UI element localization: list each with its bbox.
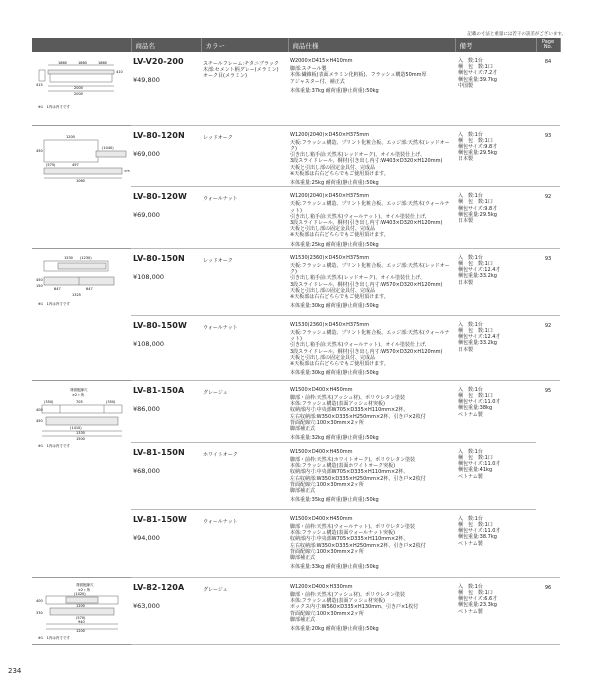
figure-note: ※1 1内は内寸です — [38, 301, 70, 306]
weight: 本体重量:30kg 耐荷重(静止荷重):50kg — [290, 303, 379, 310]
figure-note: ※1 1内は内寸です — [38, 443, 70, 448]
model-number: LV-82-120A — [133, 582, 185, 592]
model-number: LV-V20-200 — [133, 57, 184, 66]
product-figure — [32, 52, 131, 125]
dim-label: 2000 — [74, 86, 83, 90]
price: ¥94,000 — [133, 533, 160, 542]
dim-label: 1060 — [76, 178, 85, 183]
dimension-drawing — [36, 385, 128, 451]
dim-label: 705 — [76, 399, 83, 404]
dimensions: W1200(2040)×D450×H375mm — [290, 193, 370, 200]
spec-cell — [288, 442, 455, 509]
table-row — [32, 380, 560, 442]
product-name-cell — [131, 577, 201, 644]
remarks-cell: 入 数:1台 梱 包 数:1口 梱包サイズ:12.4才 梱包重量:33.2kg 日本製 — [455, 248, 536, 315]
dim-label: 1860 — [98, 61, 107, 65]
dim-label: 1500 — [76, 436, 85, 441]
spec-text: 脚部・前枠:天然木(ウォールナット)、ポリウレタン塗装 本体:フラッシュ構造(表面ウォールナット突板) 収納部内寸:中央部W705×D335×H110mm×2杯、 左右収納部:W350×D335×H250mm×2杯、引き戸×2枚付 背面配線穴:100×30mm×2ヶ所 脚部補正式 — [290, 523, 426, 561]
table-row — [32, 52, 560, 125]
dim-label: 647 — [54, 286, 61, 291]
dimensions: W1500×D400×H450mm — [290, 448, 353, 455]
color-cell: レッドオーク — [201, 248, 288, 315]
dim-label: 1860 — [58, 61, 67, 65]
col-color-header: カラー — [201, 38, 288, 52]
dim-label: 647 — [86, 286, 93, 291]
product-name-cell — [131, 442, 201, 509]
dim-label: 400 — [36, 598, 43, 603]
price: ¥69,000 — [133, 211, 160, 220]
page-ref[interactable]: 93 — [536, 248, 560, 315]
figure-note: ※1 1内は内寸です — [38, 105, 70, 109]
dimension-drawing — [36, 582, 128, 642]
col-name-header: 商品名 — [131, 38, 201, 52]
dim-label: (1230) — [80, 255, 92, 260]
weight: 本体重量:32kg 耐荷重(静止荷重):50kg — [290, 435, 379, 442]
remarks-cell: 入 数:1台 梱 包 数:1口 梱包サイズ:6.6才 梱包重量:23.3kg ベトナム製 — [455, 577, 536, 644]
dim-label: ×2ヶ所 — [78, 587, 91, 592]
model-number: LV-81-150W — [133, 514, 187, 524]
dim-label: 450 — [36, 277, 43, 282]
page-number: 234 — [8, 667, 22, 675]
page-ref[interactable]: 92 — [536, 187, 560, 249]
remarks-cell: 入 数:1台 梱 包 数:1口 梱包サイズ:11.0才 梱包重量:38.7kg ベトナム製 — [455, 509, 536, 577]
product-name-cell — [131, 248, 201, 315]
dimensions: W1200(2040)×D450×H375mm — [290, 131, 370, 138]
dim-label: 背面配線穴 — [70, 387, 88, 392]
dim-label: 375 — [124, 168, 130, 173]
dim-label: 940 — [78, 619, 85, 624]
model-number: LV-80-120W — [133, 192, 187, 202]
spec-text: 脚部・前枠:天然木(アッシュ材)、ポリウレタン塗装 本体:フラッシュ構造(表面アッシュ材突板) 収納部内寸:中央部W705×D335×H110mm×2杯、 左右収納部:W350×D335×H250mm×2杯、引き戸×2枚付 背面配線穴:100×30mm×2ヶ所 脚部補正式 — [290, 394, 426, 432]
header-note: 記載の寸法と重量には若干の誤差がございます。 — [467, 32, 566, 37]
price: ¥108,000 — [133, 272, 165, 281]
dimension-drawing — [36, 253, 128, 317]
spec-cell — [288, 509, 455, 577]
weight: 本体重量:35kg 耐荷重(静止荷重):50kg — [290, 497, 379, 504]
col-remarks-header: 備考 — [455, 38, 536, 52]
spec-text: 脚部・前枠:天然木(アッシュ材)、ポリウレタン塗装 本体:フラッシュ構造(表面アッシュ材突板) ボックス内寸:W560×D335×H130mm、引き戸×1枚付 背面配線穴:100×30mm×2ヶ所 脚部補正式 — [290, 591, 419, 623]
dimension-drawing — [36, 56, 128, 116]
page-ref[interactable]: 96 — [536, 577, 560, 644]
dim-label: (570) — [76, 615, 86, 620]
product-name-cell — [131, 187, 201, 249]
spec-text: 天板:フラッシュ構造、プリント化粧合板、エッジ部:天然木(レッドオーク) 引き出し箱手前:天然木(レッドオーク)、オイル塗装仕上げ、 3段スライドレール、桐材(引き出し内寸:W570×D320×H120mm) 天板と引出し部の固定金具付、完成品 ※天板部は右右どちらでもご使用頂けます。 — [290, 262, 450, 300]
product-name-cell — [131, 125, 201, 187]
color-cell: ウォールナット — [201, 187, 288, 249]
weight: 本体重量:25kg 耐荷重(静止荷重):50kg — [290, 241, 379, 248]
dim-label: 150 — [36, 283, 43, 288]
spec-cell — [288, 125, 455, 187]
col-image-header — [32, 38, 131, 52]
dimensions: W1500×D400×H450mm — [290, 515, 353, 522]
model-number: LV-80-150N — [133, 253, 185, 263]
color-cell: レッドオーク — [201, 125, 288, 187]
color-cell: スチールフレーム:チタニブラック 木部:セメント柄グレー(メラミン) オーク目(メラミン) — [201, 52, 288, 125]
price: ¥49,800 — [133, 76, 160, 84]
dim-label: 1200 — [76, 603, 85, 608]
product-name-cell — [131, 315, 201, 380]
weight: 本体重量:37kg 耐荷重(静止荷重):50kg — [290, 87, 379, 94]
dim-label: 400 — [36, 407, 43, 412]
dim-label: 450 — [36, 418, 43, 423]
dimensions: W1500×D400×H450mm — [290, 386, 353, 393]
spec-text: 脚部:スチール製 本体:繊維板(表面メラミン化粧板)、フラッシュ構造50mm厚 アジャスター付、補正式 — [290, 66, 427, 85]
table-row — [32, 125, 560, 187]
dim-label: 2000 — [74, 92, 83, 96]
dim-label: 450 — [36, 148, 43, 153]
model-number: LV-80-120N — [133, 130, 185, 140]
dim-label: 415 — [36, 83, 43, 87]
product-name-cell — [131, 509, 201, 577]
product-name-cell — [131, 52, 201, 125]
product-figure — [32, 125, 131, 248]
dim-label: (1020) — [74, 591, 86, 596]
table-row — [32, 248, 560, 315]
product-figure — [32, 380, 131, 577]
price: ¥86,000 — [133, 404, 160, 413]
spec-cell — [288, 248, 455, 315]
dim-label: (350) — [44, 399, 54, 404]
weight: 本体重量:30kg 耐荷重(静止荷重):50kg — [290, 370, 379, 377]
table-row — [32, 577, 560, 644]
dim-label: 背面配線穴 — [76, 582, 94, 587]
page-ref[interactable]: 92 — [536, 315, 560, 380]
spec-text: 天板:フラッシュ構造、プリント化粧合板、エッジ部:天然木(レッドオーク) 引き出し箱手前:天然木(レッドオーク)、オイル塗装仕上げ、 3段スライドレール、桐材(引き出し内寸:W403×D320×H120mm) 天板と引出し部の固定金具付、完成品 ※天板部は右右どちらでもご使用頂けます。 — [290, 139, 450, 177]
dim-label: (1040) — [102, 145, 114, 150]
weight: 本体重量:20kg 耐荷重(静止荷重):50kg — [290, 625, 379, 632]
dim-label: 1200 — [66, 134, 75, 139]
col-page-header — [536, 38, 560, 52]
color-cell: グレージュ — [201, 577, 288, 644]
page-ref[interactable]: 95 — [536, 380, 560, 577]
spec-cell — [288, 380, 455, 442]
remarks-cell: 入 数:1台 梱 包 数:1口 梱包サイズ:9.8才 梱包重量:29.5kg 日本製 — [455, 125, 536, 187]
product-figure — [32, 577, 131, 644]
table-header-row — [32, 38, 560, 52]
remarks-cell: 入 数:1台 梱 包 数:1口 梱包サイズ:7.2才 梱包重量:39.7kg 中国製 — [455, 52, 536, 125]
dim-label: 1200 — [76, 628, 85, 633]
product-figure — [32, 248, 131, 380]
dim-label: 497 — [72, 162, 79, 167]
dim-label: 1860 — [78, 61, 87, 65]
price: ¥69,000 — [133, 149, 160, 158]
dimensions: W2000×D415×H410mm — [290, 58, 353, 64]
product-spec-table — [32, 38, 561, 645]
spec-cell — [288, 315, 455, 380]
dim-label: (350) — [106, 399, 116, 404]
dimension-drawing — [36, 130, 128, 194]
model-number: LV-80-150W — [133, 320, 187, 330]
dim-label: (1410) — [70, 425, 82, 430]
spec-text: 天板:フラッシュ構造、プリント化粧合板、エッジ部:天然木(ウォールナット) 引き出し箱手前:天然木(ウォールナット)、オイル塗装仕上げ、 3段スライドレール、桐材(引き出し内寸:W403×D320×H120mm) 天板と引出し部の固定金具付、完成品 ※天板部は右右どちらでもご使用頂けます。 — [290, 201, 450, 239]
weight: 本体重量:33kg 耐荷重(静止荷重):50kg — [290, 564, 379, 571]
color-cell: ホワイトオーク — [201, 442, 288, 509]
page-ref[interactable]: 93 — [536, 125, 560, 187]
product-name-cell — [131, 380, 201, 442]
remarks-cell: 入 数:1台 梱 包 数:1口 梱包サイズ:9.8才 梱包重量:29.5kg 日本製 — [455, 187, 536, 249]
remarks-cell: 入 数:1台 梱 包 数:1口 梱包サイズ:11.0才 梱包重量:41kg ベトナム製 — [455, 442, 536, 509]
price: ¥68,000 — [133, 466, 160, 475]
price: ¥108,000 — [133, 339, 165, 348]
model-number: LV-81-150A — [133, 385, 185, 395]
dimensions: W1200×D400×H330mm — [290, 583, 353, 590]
spec-cell — [288, 52, 455, 125]
page-header-line2: No. — [543, 44, 553, 50]
figure-note: ※1 1内は内寸です — [38, 635, 70, 640]
dimensions: W1530(2360)×D450×H375mm — [290, 321, 370, 328]
price: ¥63,000 — [133, 601, 160, 610]
dimensions: W1530(2360)×D450×H375mm — [290, 254, 370, 261]
col-spec-header: 商品仕様 — [288, 38, 455, 52]
color-cell: ウォールナット — [201, 509, 288, 577]
spec-text: 天板:フラッシュ構造、プリント化粧合板、エッジ部:天然木(ウォールナット) 引き出し箱手前:天然木(ウォールナット)、オイル塗装仕上げ、 3段スライドレール、桐材(引き出し内寸:W570×D320×H120mm) 天板と引出し部の固定金具付、完成品 ※天板部は右右どちらでもご使用頂けます。 — [290, 329, 450, 367]
dim-label: ×2ヶ所 — [72, 392, 85, 397]
page-ref[interactable]: 84 — [536, 52, 560, 125]
dim-label: (575) — [46, 162, 56, 167]
spec-text: 脚部・前枠:天然木(ホワイトオーク)、ポリウレタン塗装 本体:フラッシュ構造(表面ホワイトオーク突板) 収納部内寸:中央部W705×D335×H110mm×2杯、 左右収納部:W350×D335×H250mm×2杯、引き戸×2枚付 背面配線穴:100×30mm×2ヶ所 脚部補正式 — [290, 456, 426, 494]
page-header-line1: Page — [541, 39, 555, 45]
color-cell: ウォールナット — [201, 315, 288, 380]
model-number: LV-81-150N — [133, 447, 185, 457]
remarks-cell: 入 数:1台 梱 包 数:1口 梱包サイズ:12.4才 梱包重量:33.2kg 日本製 — [455, 315, 536, 380]
dim-label: 1325 — [72, 292, 81, 297]
color-cell: グレージュ — [201, 380, 288, 442]
spec-cell — [288, 577, 455, 644]
spec-cell — [288, 187, 455, 249]
dim-label: 1530 — [64, 255, 73, 260]
dim-label: 1330 — [76, 430, 85, 435]
remarks-cell: 入 数:1台 梱 包 数:1口 梱包サイズ:11.0才 梱包重量:38kg ベトナム製 — [455, 380, 536, 442]
dim-label: 410 — [116, 70, 123, 74]
weight: 本体重量:25kg 耐荷重(静止荷重):50kg — [290, 179, 379, 186]
dim-label: 330 — [36, 610, 43, 615]
